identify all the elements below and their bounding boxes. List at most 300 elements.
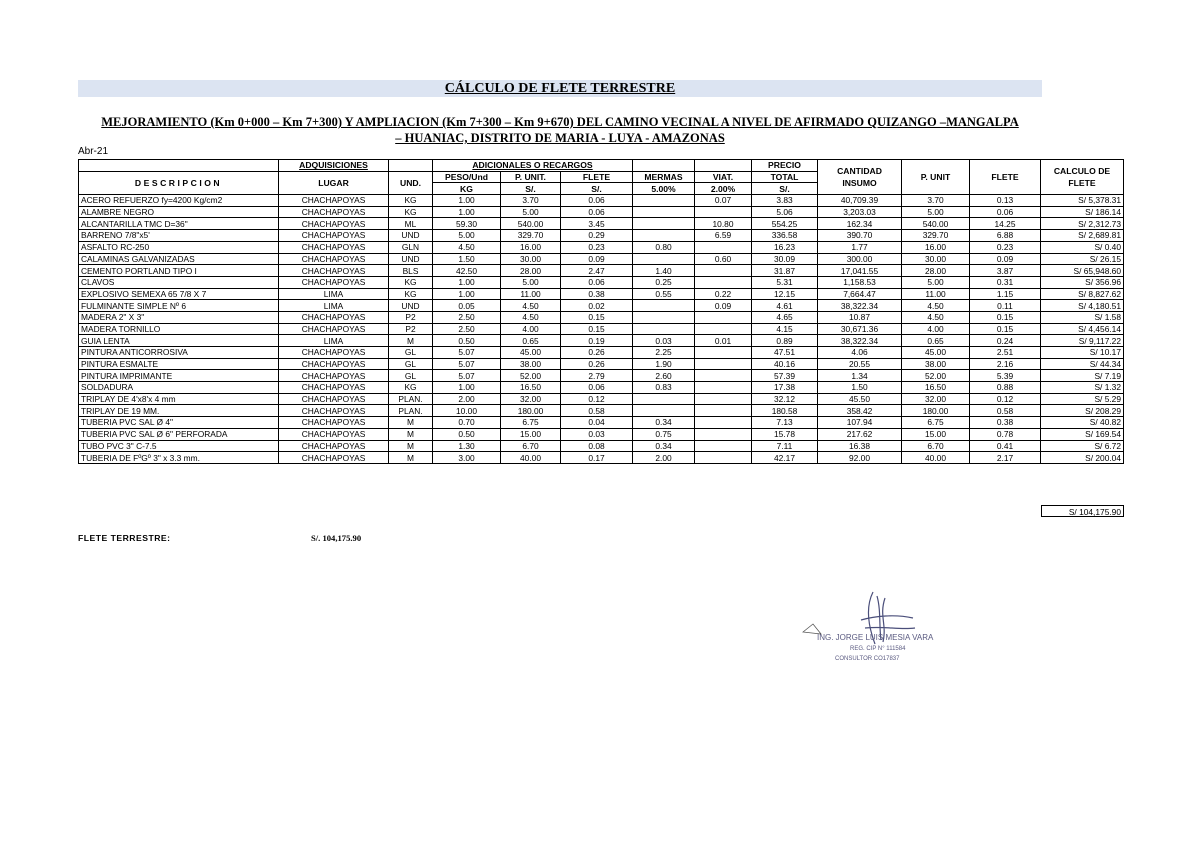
header-empty-viat — [695, 160, 752, 172]
cell-flete2: 2.17 — [970, 452, 1041, 464]
cell-peso: 2.50 — [433, 323, 501, 335]
cell-total: 4.65 — [752, 311, 818, 323]
cell-desc: BARRENO 7/8"x5' — [79, 230, 279, 242]
cell-desc: CALAMINAS GALVANIZADAS — [79, 253, 279, 265]
cell-total: 40.16 — [752, 358, 818, 370]
cell-lugar: CHACHAPOYAS — [279, 195, 389, 207]
cell-und: KG — [389, 288, 433, 300]
cell-calc: S/ 44.34 — [1041, 358, 1124, 370]
cell-calc: S/ 40.82 — [1041, 417, 1124, 429]
cell-viat — [695, 347, 752, 359]
project-subtitle — [78, 114, 1042, 146]
cell-flete2: 0.58 — [970, 405, 1041, 417]
cell-punit: 0.65 — [501, 335, 561, 347]
cell-cant: 1.34 — [818, 370, 902, 382]
cell-lugar: CHACHAPOYAS — [279, 206, 389, 218]
header-adquisiciones: ADQUISICIONES — [279, 160, 389, 172]
table-row — [79, 288, 1124, 300]
cell-total: 7.13 — [752, 417, 818, 429]
cell-calc: S/ 9,117.22 — [1041, 335, 1124, 347]
cell-punit2: 4.50 — [902, 300, 970, 312]
cell-calc: S/ 2,689.81 — [1041, 230, 1124, 242]
cell-desc: TUBERIA PVC SAL Ø 6" PERFORADA — [79, 428, 279, 440]
cell-lugar: CHACHAPOYAS — [279, 405, 389, 417]
cell-flete2: 1.15 — [970, 288, 1041, 300]
cell-desc: MADERA 2" X 3" — [79, 311, 279, 323]
header-punit: P. UNIT. — [501, 171, 561, 183]
cell-peso: 1.00 — [433, 195, 501, 207]
cell-desc: TRIPLAY DE 4'x8'x 4 mm — [79, 393, 279, 405]
cell-flete: 0.09 — [561, 253, 633, 265]
cell-flete2: 0.15 — [970, 311, 1041, 323]
cell-punit: 4.50 — [501, 311, 561, 323]
cell-peso: 5.07 — [433, 347, 501, 359]
cell-desc: ALCANTARILLA TMC D=36" — [79, 218, 279, 230]
cell-peso: 2.00 — [433, 393, 501, 405]
cell-desc: MADERA TORNILLO — [79, 323, 279, 335]
signature-reg: REG. CIP N° 111584 — [850, 646, 906, 652]
cell-cant: 358.42 — [818, 405, 902, 417]
cell-cant: 45.50 — [818, 393, 902, 405]
cell-cant: 40,709.39 — [818, 195, 902, 207]
cell-punit: 40.00 — [501, 452, 561, 464]
cell-mermas: 0.34 — [633, 440, 695, 452]
cell-total: 4.61 — [752, 300, 818, 312]
cell-punit: 15.00 — [501, 428, 561, 440]
cell-und: KG — [389, 382, 433, 394]
cell-total: 32.12 — [752, 393, 818, 405]
cell-und: P2 — [389, 311, 433, 323]
cell-total: 47.51 — [752, 347, 818, 359]
table-row — [79, 230, 1124, 242]
cell-total: 57.39 — [752, 370, 818, 382]
cell-peso: 10.00 — [433, 405, 501, 417]
cell-lugar: CHACHAPOYAS — [279, 230, 389, 242]
cell-lugar: CHACHAPOYAS — [279, 311, 389, 323]
cell-desc: SOLDADURA — [79, 382, 279, 394]
cell-flete2: 0.15 — [970, 323, 1041, 335]
cell-flete2: 0.23 — [970, 241, 1041, 253]
cell-desc: GUIA LENTA — [79, 335, 279, 347]
date-label: Abr-21 — [78, 146, 109, 157]
cell-calc: S/ 356.96 — [1041, 276, 1124, 288]
cell-flete: 0.26 — [561, 347, 633, 359]
cell-punit2: 16.50 — [902, 382, 970, 394]
cell-punit: 16.00 — [501, 241, 561, 253]
cell-total: 17.38 — [752, 382, 818, 394]
cell-flete: 0.02 — [561, 300, 633, 312]
cell-calc: S/ 0.40 — [1041, 241, 1124, 253]
cell-cant: 20.55 — [818, 358, 902, 370]
header-empty-mermas — [633, 160, 695, 172]
cell-und: P2 — [389, 323, 433, 335]
cell-lugar: LIMA — [279, 300, 389, 312]
cell-mermas: 0.83 — [633, 382, 695, 394]
cell-viat — [695, 440, 752, 452]
cell-punit2: 5.00 — [902, 206, 970, 218]
cell-punit: 52.00 — [501, 370, 561, 382]
cell-mermas: 2.25 — [633, 347, 695, 359]
cell-calc: S/ 5.29 — [1041, 393, 1124, 405]
cell-peso: 0.50 — [433, 428, 501, 440]
cell-flete: 0.26 — [561, 358, 633, 370]
cell-mermas — [633, 195, 695, 207]
cell-punit2: 180.00 — [902, 405, 970, 417]
cell-lugar: CHACHAPOYAS — [279, 382, 389, 394]
cell-punit: 32.00 — [501, 393, 561, 405]
cell-punit2: 32.00 — [902, 393, 970, 405]
cell-und: M — [389, 428, 433, 440]
cell-und: GL — [389, 370, 433, 382]
cell-cant: 390.70 — [818, 230, 902, 242]
cell-und: KG — [389, 195, 433, 207]
cell-punit: 5.00 — [501, 276, 561, 288]
cell-punit: 28.00 — [501, 265, 561, 277]
cell-calc: S/ 5,378.31 — [1041, 195, 1124, 207]
cell-mermas — [633, 405, 695, 417]
cell-flete2: 0.13 — [970, 195, 1041, 207]
cell-flete2: 2.51 — [970, 347, 1041, 359]
cell-viat — [695, 241, 752, 253]
cell-viat — [695, 311, 752, 323]
cell-punit: 3.70 — [501, 195, 561, 207]
cell-desc: FULMINANTE SIMPLE Nº 6 — [79, 300, 279, 312]
cell-punit: 6.70 — [501, 440, 561, 452]
cell-viat: 0.09 — [695, 300, 752, 312]
cell-desc: TUBERIA DE FºGº 3" x 3.3 mm. — [79, 452, 279, 464]
cell-viat: 0.60 — [695, 253, 752, 265]
cell-lugar: CHACHAPOYAS — [279, 370, 389, 382]
cell-peso: 1.00 — [433, 382, 501, 394]
cell-punit2: 38.00 — [902, 358, 970, 370]
header-peso: PESO/Und — [433, 171, 501, 183]
cell-punit2: 30.00 — [902, 253, 970, 265]
table-row — [79, 358, 1124, 370]
cell-lugar: CHACHAPOYAS — [279, 393, 389, 405]
cell-flete2: 0.38 — [970, 417, 1041, 429]
table-row — [79, 206, 1124, 218]
cell-flete: 0.38 — [561, 288, 633, 300]
cell-peso: 59.30 — [433, 218, 501, 230]
header-viat: VIAT. — [695, 171, 752, 183]
cell-calc: S/ 65,948.60 — [1041, 265, 1124, 277]
cell-punit2: 52.00 — [902, 370, 970, 382]
cell-calc: S/ 10.17 — [1041, 347, 1124, 359]
cell-desc: CEMENTO PORTLAND TIPO I — [79, 265, 279, 277]
cell-punit: 38.00 — [501, 358, 561, 370]
cell-punit: 4.50 — [501, 300, 561, 312]
cell-mermas: 0.55 — [633, 288, 695, 300]
cell-punit: 5.00 — [501, 206, 561, 218]
cell-flete: 0.04 — [561, 417, 633, 429]
cell-total: 336.58 — [752, 230, 818, 242]
header-row-1 — [79, 160, 1124, 172]
cell-punit2: 16.00 — [902, 241, 970, 253]
cell-calc: S/ 169.54 — [1041, 428, 1124, 440]
cell-punit2: 45.00 — [902, 347, 970, 359]
cell-mermas — [633, 311, 695, 323]
grand-total: S/ 104,175.90 — [1041, 505, 1124, 517]
cell-total: 7.11 — [752, 440, 818, 452]
cell-mermas: 2.00 — [633, 452, 695, 464]
cell-mermas: 0.03 — [633, 335, 695, 347]
cell-mermas: 0.25 — [633, 276, 695, 288]
cell-peso: 1.00 — [433, 276, 501, 288]
cell-peso: 4.50 — [433, 241, 501, 253]
cell-lugar: CHACHAPOYAS — [279, 347, 389, 359]
cell-total: 30.09 — [752, 253, 818, 265]
header-lugar: LUGAR — [279, 171, 389, 194]
freight-table — [78, 159, 1124, 464]
cell-flete2: 0.24 — [970, 335, 1041, 347]
cell-desc: PINTURA ANTICORROSIVA — [79, 347, 279, 359]
cell-cant: 3,203.03 — [818, 206, 902, 218]
table-row — [79, 370, 1124, 382]
table-row — [79, 276, 1124, 288]
cell-flete: 2.47 — [561, 265, 633, 277]
cell-flete: 0.06 — [561, 195, 633, 207]
cell-punit2: 28.00 — [902, 265, 970, 277]
cell-peso: 0.70 — [433, 417, 501, 429]
cell-cant: 1,158.53 — [818, 276, 902, 288]
cell-calc: S/ 4,180.51 — [1041, 300, 1124, 312]
cell-peso: 0.05 — [433, 300, 501, 312]
cell-mermas — [633, 300, 695, 312]
cell-calc: S/ 26.15 — [1041, 253, 1124, 265]
cell-viat — [695, 405, 752, 417]
cell-desc: ASFALTO RC-250 — [79, 241, 279, 253]
cell-punit: 4.00 — [501, 323, 561, 335]
header-viat-pct: 2.00% — [695, 183, 752, 195]
cell-flete: 0.08 — [561, 440, 633, 452]
cell-flete2: 0.41 — [970, 440, 1041, 452]
cell-flete2: 14.25 — [970, 218, 1041, 230]
cell-total: 554.25 — [752, 218, 818, 230]
cell-punit2: 5.00 — [902, 276, 970, 288]
table-row — [79, 218, 1124, 230]
cell-punit: 11.00 — [501, 288, 561, 300]
cell-total: 3.83 — [752, 195, 818, 207]
table-body — [79, 195, 1124, 464]
cell-flete2: 0.06 — [970, 206, 1041, 218]
cell-punit2: 329.70 — [902, 230, 970, 242]
header-mermas: MERMAS — [633, 171, 695, 183]
cell-desc: TUBO PVC 3" C-7.5 — [79, 440, 279, 452]
cell-calc: S/ 2,312.73 — [1041, 218, 1124, 230]
cell-punit2: 6.75 — [902, 417, 970, 429]
cell-peso: 5.07 — [433, 358, 501, 370]
cell-und: KG — [389, 276, 433, 288]
cell-flete: 0.15 — [561, 323, 633, 335]
cell-flete: 0.17 — [561, 452, 633, 464]
header-kg: KG — [433, 183, 501, 195]
cell-lugar: CHACHAPOYAS — [279, 358, 389, 370]
header-flete: FLETE — [561, 171, 633, 183]
cell-viat — [695, 358, 752, 370]
cell-flete2: 5.39 — [970, 370, 1041, 382]
cell-punit: 30.00 — [501, 253, 561, 265]
header-cantidad: CANTIDAD INSUMO — [818, 160, 902, 195]
flete-terrestre-value: S/. 104,175.90 — [311, 533, 362, 543]
cell-mermas: 0.75 — [633, 428, 695, 440]
table-row — [79, 265, 1124, 277]
subtitle-line-1: MEJORAMIENTO (Km 0+000 – Km 7+300) Y AMPLIACION (Km 7+300 – Km 9+670) DEL CAMINO VECINAL A NIVEL DE AFIRMADO QUIZANGO –MANGALPA — [101, 115, 1019, 129]
cell-punit: 540.00 — [501, 218, 561, 230]
cell-total: 5.06 — [752, 206, 818, 218]
cell-total: 180.58 — [752, 405, 818, 417]
cell-lugar: LIMA — [279, 288, 389, 300]
cell-cant: 107.94 — [818, 417, 902, 429]
cell-flete: 0.06 — [561, 276, 633, 288]
cell-viat: 0.07 — [695, 195, 752, 207]
cell-flete: 0.29 — [561, 230, 633, 242]
cell-total: 5.31 — [752, 276, 818, 288]
header-descripcion: DESCRIPCION — [79, 171, 279, 194]
cell-mermas: 1.40 — [633, 265, 695, 277]
cell-calc: S/ 4,456.14 — [1041, 323, 1124, 335]
cell-cant: 16.38 — [818, 440, 902, 452]
cell-calc: S/ 1.58 — [1041, 311, 1124, 323]
cell-und: M — [389, 440, 433, 452]
cell-mermas — [633, 206, 695, 218]
table-row — [79, 440, 1124, 452]
header-empty-und — [389, 160, 433, 172]
cell-total: 4.15 — [752, 323, 818, 335]
cell-desc: ALAMBRE NEGRO — [79, 206, 279, 218]
cell-mermas — [633, 323, 695, 335]
cell-flete2: 0.12 — [970, 393, 1041, 405]
cell-und: PLAN. — [389, 393, 433, 405]
cell-punit2: 11.00 — [902, 288, 970, 300]
header-calculo: CALCULO DE FLETE — [1041, 160, 1124, 195]
cell-punit2: 40.00 — [902, 452, 970, 464]
table-row — [79, 335, 1124, 347]
table-row — [79, 300, 1124, 312]
cell-flete2: 2.16 — [970, 358, 1041, 370]
table-row — [79, 382, 1124, 394]
cell-cant: 1.50 — [818, 382, 902, 394]
cell-flete: 0.12 — [561, 393, 633, 405]
cell-punit2: 4.00 — [902, 323, 970, 335]
header-und: UND. — [389, 171, 433, 194]
cell-cant: 162.34 — [818, 218, 902, 230]
signature-stamp — [795, 588, 955, 670]
cell-peso: 42.50 — [433, 265, 501, 277]
cell-und: BLS — [389, 265, 433, 277]
cell-mermas: 0.34 — [633, 417, 695, 429]
cell-mermas: 1.90 — [633, 358, 695, 370]
cell-mermas — [633, 253, 695, 265]
cell-flete2: 0.09 — [970, 253, 1041, 265]
cell-viat — [695, 323, 752, 335]
cell-punit: 180.00 — [501, 405, 561, 417]
cell-flete: 3.45 — [561, 218, 633, 230]
cell-peso: 0.50 — [433, 335, 501, 347]
table-row — [79, 452, 1124, 464]
header-soles3: S/. — [752, 183, 818, 195]
cell-punit2: 3.70 — [902, 195, 970, 207]
cell-punit2: 540.00 — [902, 218, 970, 230]
cell-cant: 217.62 — [818, 428, 902, 440]
cell-mermas — [633, 218, 695, 230]
cell-lugar: CHACHAPOYAS — [279, 323, 389, 335]
cell-total: 16.23 — [752, 241, 818, 253]
cell-mermas — [633, 230, 695, 242]
cell-und: UND — [389, 230, 433, 242]
cell-viat: 6.59 — [695, 230, 752, 242]
cell-cant: 92.00 — [818, 452, 902, 464]
cell-cant: 300.00 — [818, 253, 902, 265]
header-soles1: S/. — [501, 183, 561, 195]
cell-und: PLAN. — [389, 405, 433, 417]
cell-calc: S/ 8,827.62 — [1041, 288, 1124, 300]
cell-viat — [695, 265, 752, 277]
cell-lugar: CHACHAPOYAS — [279, 265, 389, 277]
cell-calc: S/ 7.19 — [1041, 370, 1124, 382]
cell-calc: S/ 1.32 — [1041, 382, 1124, 394]
table-row — [79, 311, 1124, 323]
table-row — [79, 323, 1124, 335]
cell-lugar: CHACHAPOYAS — [279, 253, 389, 265]
cell-peso: 1.50 — [433, 253, 501, 265]
cell-cant: 10.87 — [818, 311, 902, 323]
cell-lugar: CHACHAPOYAS — [279, 452, 389, 464]
cell-lugar: CHACHAPOYAS — [279, 241, 389, 253]
header-soles2: S/. — [561, 183, 633, 195]
cell-calc: S/ 186.14 — [1041, 206, 1124, 218]
cell-calc: S/ 200.04 — [1041, 452, 1124, 464]
cell-peso: 3.00 — [433, 452, 501, 464]
cell-viat — [695, 382, 752, 394]
cell-und: GL — [389, 358, 433, 370]
cell-flete2: 6.88 — [970, 230, 1041, 242]
table-row — [79, 195, 1124, 207]
cell-punit: 329.70 — [501, 230, 561, 242]
cell-desc: PINTURA IMPRIMANTE — [79, 370, 279, 382]
cell-flete: 0.19 — [561, 335, 633, 347]
cell-calc: S/ 208.29 — [1041, 405, 1124, 417]
cell-mermas: 0.80 — [633, 241, 695, 253]
cell-flete: 0.58 — [561, 405, 633, 417]
cell-desc: EXPLOSIVO SEMEXA 65 7/8 X 7 — [79, 288, 279, 300]
cell-peso: 5.07 — [433, 370, 501, 382]
subtitle-line-2: – HUANIAC, DISTRITO DE MARIA - LUYA - AMAZONAS — [395, 131, 725, 145]
cell-flete2: 3.87 — [970, 265, 1041, 277]
cell-cant: 30,671.36 — [818, 323, 902, 335]
cell-punit2: 0.65 — [902, 335, 970, 347]
cell-punit2: 6.70 — [902, 440, 970, 452]
cell-und: GLN — [389, 241, 433, 253]
cell-desc: TUBERIA PVC SAL Ø 4" — [79, 417, 279, 429]
cell-viat — [695, 370, 752, 382]
cell-flete: 0.06 — [561, 382, 633, 394]
cell-cant: 4.06 — [818, 347, 902, 359]
cell-viat — [695, 428, 752, 440]
table-row — [79, 428, 1124, 440]
cell-lugar: CHACHAPOYAS — [279, 428, 389, 440]
cell-punit: 16.50 — [501, 382, 561, 394]
cell-viat — [695, 206, 752, 218]
table-row — [79, 393, 1124, 405]
cell-punit2: 4.50 — [902, 311, 970, 323]
cell-lugar: CHACHAPOYAS — [279, 276, 389, 288]
cell-desc: CLAVOS — [79, 276, 279, 288]
header-punit2: P. UNIT — [902, 160, 970, 195]
header-precio: PRECIO — [752, 160, 818, 172]
cell-und: UND — [389, 253, 433, 265]
cell-viat: 10.80 — [695, 218, 752, 230]
cell-peso: 1.00 — [433, 288, 501, 300]
